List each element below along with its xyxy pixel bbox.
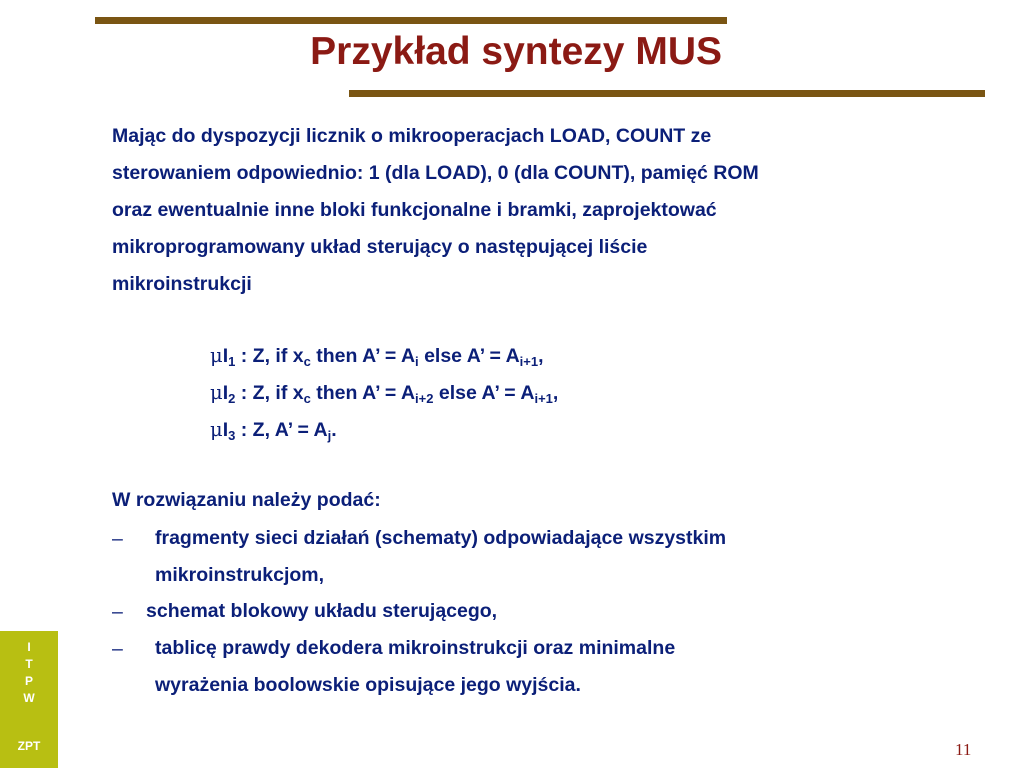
intro-line: oraz ewentualnie inne bloki funkcjonalne i bramki, zaprojektować bbox=[112, 199, 717, 221]
list-item bbox=[155, 630, 675, 704]
intro-paragraph bbox=[112, 118, 992, 303]
decorative-bar-bottom bbox=[349, 90, 985, 97]
intro-line: mikroinstrukcji bbox=[112, 273, 252, 295]
intro-line: mikroprogramowany układ sterujący o następującej liście bbox=[112, 236, 648, 258]
microinstruction-3: $\mu I_3$ : Z, A’ = $A_j$. bbox=[210, 418, 337, 443]
slide-title: Przykład syntezy MUS bbox=[310, 30, 722, 73]
bullet-dash: – bbox=[112, 638, 123, 660]
list-item bbox=[155, 520, 726, 594]
sidebar-letter: I bbox=[27, 640, 31, 654]
decorative-bar-top bbox=[95, 17, 727, 24]
sidebar-logo bbox=[0, 631, 58, 768]
list-item-line: schemat blokowy układu sterującego, bbox=[146, 600, 498, 622]
sidebar-footer: ZPT bbox=[17, 739, 41, 753]
list-item-line: wyrażenia boolowskie opisujące jego wyjścia. bbox=[155, 674, 581, 696]
microinstruction-2: $\mu I_2$ : Z, if $x_c$ then A’ = $A_{i+2}$ else A’ = $A_{i+1}$, bbox=[210, 381, 559, 406]
list-item-line: fragmenty sieci działań (schematy) odpowiadające wszystkim bbox=[155, 527, 727, 549]
intro-line: Mając do dyspozycji licznik o mikrooperacjach LOAD, COUNT ze bbox=[112, 125, 712, 147]
page-number: 11 bbox=[955, 740, 972, 759]
bullet-dash: – bbox=[112, 528, 123, 550]
sidebar-letter: W bbox=[23, 691, 35, 705]
sidebar-letter: P bbox=[24, 674, 33, 688]
list-item-line: tablicę prawdy dekodera mikroinstrukcji oraz minimalne bbox=[155, 637, 676, 659]
sidebar-letter: T bbox=[25, 657, 33, 671]
microinstruction-1: $\mu I_1$ : Z, if $x_c$ then A’ = $A_i$ else A’ = $A_{i+1}$, bbox=[210, 344, 544, 369]
list-item bbox=[146, 593, 497, 630]
list-item-line: mikroinstrukcjom, bbox=[155, 564, 325, 586]
intro-line: sterowaniem odpowiednio: 1 (dla LOAD), 0 (dla COUNT), pamięć ROM bbox=[112, 162, 759, 184]
bullet-dash: – bbox=[112, 601, 123, 623]
solution-heading: W rozwiązaniu należy podać: bbox=[112, 489, 381, 511]
